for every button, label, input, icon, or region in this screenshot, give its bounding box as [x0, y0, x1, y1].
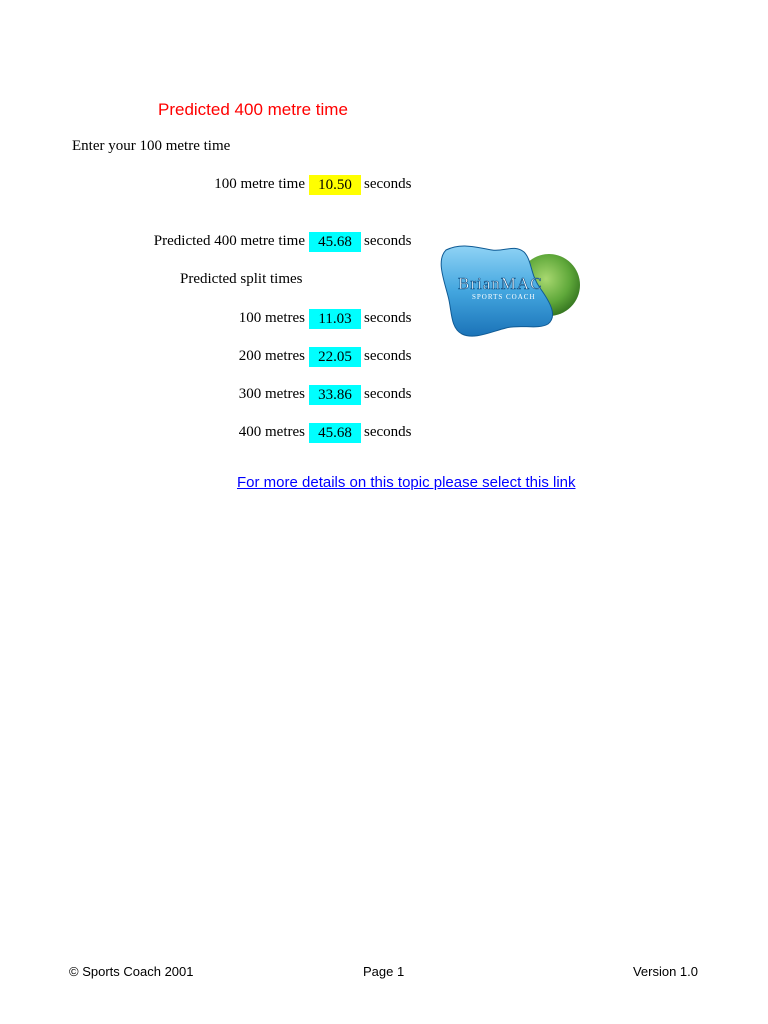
split-unit-200: seconds: [364, 348, 412, 364]
split-value-300: 33.86: [309, 385, 361, 405]
instruction-text: Enter your 100 metre time: [72, 138, 231, 154]
split-value-200: 22.05: [309, 347, 361, 367]
split-value-400: 45.68: [309, 423, 361, 443]
footer-copyright: © Sports Coach 2001: [69, 964, 194, 979]
split-label-200: 200 metres: [238, 348, 305, 364]
footer-version: Version 1.0: [632, 964, 698, 979]
input-label: 100 metre time: [214, 176, 305, 192]
page-title: Predicted 400 metre time: [158, 100, 348, 119]
split-label-300: 300 metres: [238, 386, 305, 402]
split-label-100: 100 metres: [238, 310, 305, 326]
splits-heading: Predicted split times: [180, 271, 303, 287]
split-unit-100: seconds: [364, 310, 412, 326]
split-value-100: 11.03: [309, 309, 361, 329]
input-unit: seconds: [364, 176, 412, 192]
predicted-400m-value: 45.68: [309, 232, 361, 252]
split-unit-400: seconds: [364, 424, 412, 440]
input-100m-time-field[interactable]: 10.50: [309, 175, 361, 195]
split-label-400: 400 metres: [238, 424, 305, 440]
brianmac-logo: [440, 240, 585, 340]
split-unit-300: seconds: [364, 386, 412, 402]
more-details-link[interactable]: For more details on this topic please select this link: [237, 474, 576, 491]
logo-sub-text: SPORTS COACH: [472, 293, 536, 301]
logo-main-text: BrianMAC: [458, 274, 543, 293]
footer-page-number: Page 1: [363, 964, 405, 979]
predicted-label: Predicted 400 metre time: [153, 233, 305, 249]
predicted-unit: seconds: [364, 233, 412, 249]
